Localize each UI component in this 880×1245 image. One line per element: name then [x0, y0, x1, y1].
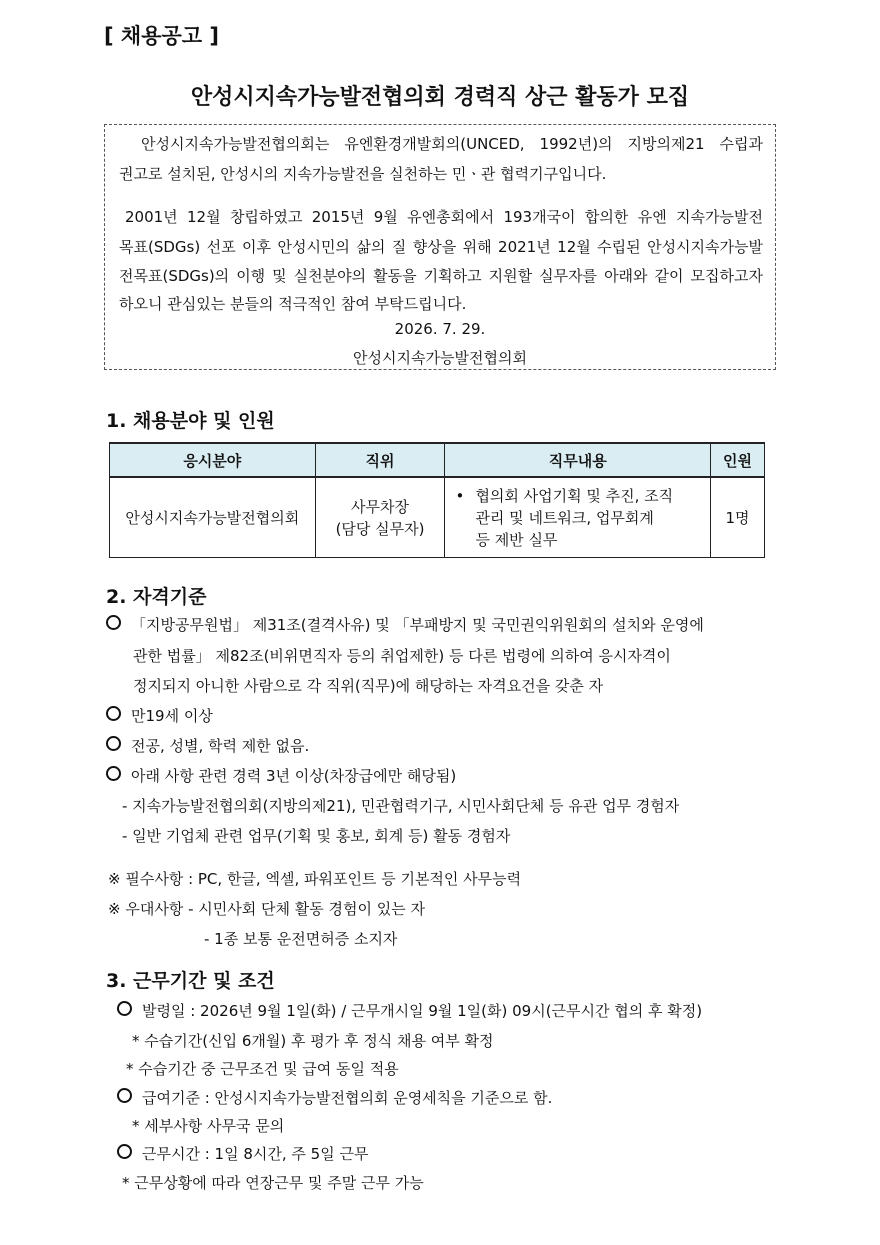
cond-item-1 — [117, 1000, 702, 1021]
intro-p2-line3: 전목표(SDGs)의 이행 및 실천분야의 활동을 기획하고 지원할 실무자를 아래와 같이 모집하고자 — [119, 267, 763, 285]
intro-date: 2026. 7. 29. — [394, 320, 486, 338]
cond-note-4: * 근무상황에 따라 연장근무 및 주말 근무 가능 — [122, 1174, 424, 1192]
qual-subitem-2: - 일반 기업체 관련 업무(기획 및 홍보, 회계 등) 활동 경험자 — [122, 827, 511, 845]
cond-item-2 — [117, 1087, 552, 1108]
bullet-icon: • — [455, 486, 465, 505]
col-duty: 직무내용 — [445, 443, 711, 477]
col-field: 응시분야 — [110, 443, 316, 477]
qual-subitem-1: - 지속가능발전협의회(지방의제21), 민관협력기구, 시민사회단체 등 유관 업무 경험자 — [122, 797, 680, 815]
cond-line: 급여기준 : 안성시지속가능발전협의회 운영세칙을 기준으로 함. — [142, 1089, 553, 1107]
cond-line: 근무시간 : 1일 8시간, 주 5일 근무 — [142, 1145, 369, 1163]
position-sub: (담당 실무자) — [335, 519, 425, 538]
cell-position — [315, 477, 445, 558]
qual-item-2 — [106, 705, 213, 726]
section2-heading: 2. 자격기준 — [106, 586, 207, 608]
notice-tag: [ 채용공고 ] — [104, 24, 219, 48]
qual-item-1-cont2: 정지되지 아니한 사람으로 각 직위(직무)에 해당하는 자격요건을 갖춘 자 — [133, 677, 604, 695]
note-required: ※ 필수사항 : PC, 한글, 엑셀, 파워포인트 등 기본적인 사무능력 — [108, 870, 522, 888]
cond-note-1: * 수습기간(신입 6개월) 후 평가 후 정식 채용 여부 확정 — [132, 1032, 494, 1050]
intro-box — [104, 124, 776, 370]
qual-item-1-cont: 관한 법률」 제82조(비위면직자 등의 취업제한) 등 다른 법령에 의하여 응시자격이 — [133, 647, 671, 665]
cell-duty — [445, 477, 711, 558]
circle-bullet-icon — [117, 1144, 132, 1159]
cond-note-3: * 세부사항 사무국 문의 — [132, 1117, 285, 1135]
intro-p1-line1: 안성시지속가능발전협의회는 유엔환경개발회의(UNCED, 1992년)의 지방의제21 수립과 — [141, 135, 763, 153]
cond-note-2: * 수습기간 중 근무조건 및 급여 동일 적용 — [126, 1060, 399, 1078]
qual-line: 아래 사항 관련 경력 3년 이상(차장급에만 해당됨) — [131, 767, 457, 785]
intro-p2-line1: 2001년 12월 창립하였고 2015년 9월 유엔총회에서 193개국이 합의한 유엔 지속가능발전 — [125, 208, 763, 226]
intro-p2-line2: 목표(SDGs) 선포 이후 안성시민의 삶의 질 향상을 위해 2021년 12월 수립된 안성시지속가능발 — [119, 238, 763, 256]
duty-line: 등 제반 실무 — [475, 530, 558, 549]
circle-bullet-icon — [117, 1088, 132, 1103]
cell-count: 1명 — [711, 477, 765, 558]
recruit-table — [109, 442, 765, 558]
intro-p2-line4: 하오니 관심있는 분들의 적극적인 참여 부탁드립니다. — [119, 295, 467, 313]
qual-line: 전공, 성별, 학력 제한 없음. — [131, 737, 310, 755]
qual-item-3 — [106, 735, 309, 756]
position-title: 사무차장 — [351, 497, 410, 516]
section3-heading: 3. 근무기간 및 조건 — [106, 970, 275, 992]
duty-line: 관리 및 네트워크, 업무회계 — [475, 508, 654, 527]
cond-line: 발령일 : 2026년 9월 1일(화) / 근무개시일 9월 1일(화) 09시(근무시간 협의 후 확정) — [142, 1002, 703, 1020]
col-count: 인원 — [711, 443, 765, 477]
duty-line: 협의회 사업기획 및 추진, 조직 — [475, 486, 674, 505]
note-preferred: ※ 우대사항 - 시민사회 단체 활동 경험이 있는 자 — [108, 900, 425, 918]
cell-field: 안성시지속가능발전협의회 — [110, 477, 316, 558]
qual-item-4 — [106, 765, 456, 786]
circle-bullet-icon — [117, 1001, 132, 1016]
table-row — [110, 477, 765, 558]
cond-item-3 — [117, 1143, 368, 1164]
table-header-row — [110, 443, 765, 477]
intro-org: 안성시지속가능발전협의회 — [353, 349, 527, 367]
col-position: 직위 — [315, 443, 445, 477]
circle-bullet-icon — [106, 706, 121, 721]
note-preferred-2: - 1종 보통 운전면허증 소지자 — [204, 930, 398, 948]
circle-bullet-icon — [106, 766, 121, 781]
page-title: 안성시지속가능발전협의회 경력직 상근 활동가 모집 — [190, 85, 690, 110]
intro-p1-line2: 권고로 설치된, 안성시의 지속가능발전을 실천하는 민ㆍ관 협력기구입니다. — [119, 165, 607, 183]
circle-bullet-icon — [106, 615, 121, 630]
section1-heading: 1. 채용분야 및 인원 — [106, 410, 275, 432]
qual-line: 「지방공무원법」 제31조(결격사유) 및 「부패방지 및 국민권익위원회의 설치와 운영에 — [131, 616, 704, 634]
circle-bullet-icon — [106, 736, 121, 751]
qual-item-1 — [106, 614, 776, 635]
qual-line: 만19세 이상 — [131, 707, 213, 725]
